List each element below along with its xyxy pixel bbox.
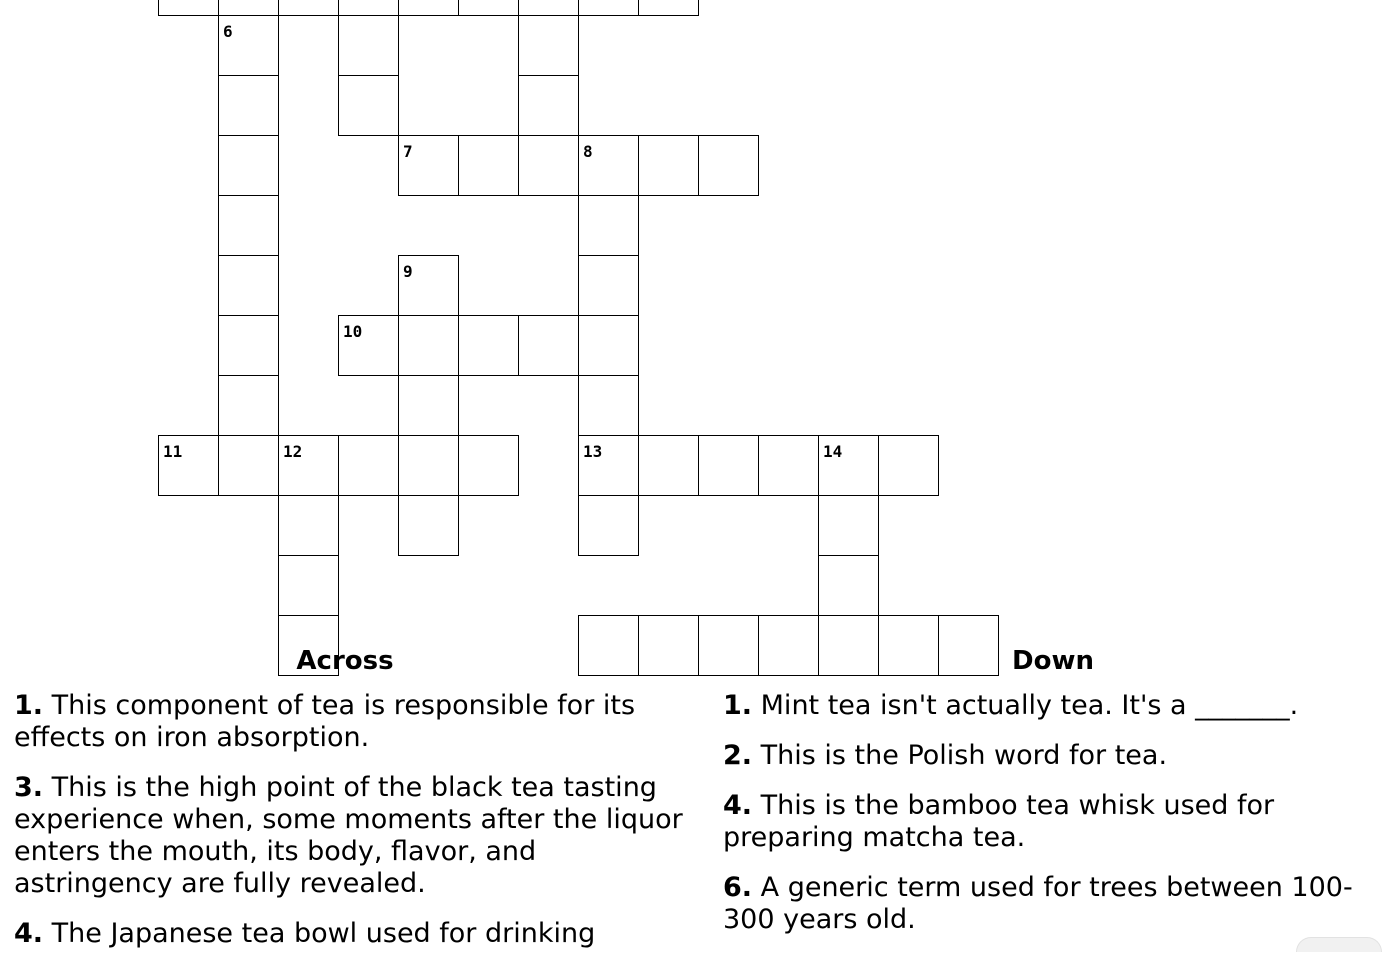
grid-cell[interactable] (458, 315, 519, 376)
across-clue (14, 690, 686, 754)
cell-number: 9 (403, 262, 413, 281)
grid-cell[interactable] (578, 315, 639, 376)
cell-number: 7 (403, 142, 413, 161)
grid-cell[interactable] (518, 135, 579, 196)
grid-cell[interactable] (218, 375, 279, 436)
down-clue (723, 690, 1382, 722)
across-clue (14, 772, 686, 900)
clue-text: Mint tea isn't actually tea. It's a _______. (760, 690, 1299, 721)
grid-cell[interactable] (578, 195, 639, 256)
grid-cell[interactable] (698, 135, 759, 196)
clue-number: 3. (14, 772, 44, 803)
across-clue (14, 918, 686, 950)
cell-number: 11 (163, 442, 183, 461)
grid-cell[interactable] (398, 0, 459, 16)
down-clue (723, 872, 1382, 936)
grid-cell[interactable] (398, 495, 459, 556)
grid-cell[interactable] (398, 375, 459, 436)
grid-cell[interactable] (218, 195, 279, 256)
grid-cell[interactable] (338, 435, 399, 496)
grid-cell[interactable] (578, 375, 639, 436)
grid-cell[interactable] (278, 0, 339, 16)
clue-text: This component of tea is responsible for its effects on iron absorption. (14, 690, 636, 753)
grid-cell[interactable] (278, 495, 339, 556)
grid-cell[interactable] (878, 435, 939, 496)
grid-cell[interactable] (158, 435, 219, 496)
grid-cell[interactable] (518, 0, 579, 16)
grid-cell[interactable] (398, 315, 459, 376)
grid-cell[interactable] (218, 435, 279, 496)
grid-cell[interactable] (578, 255, 639, 316)
clue-number: 1. (14, 690, 44, 721)
grid-cell[interactable] (398, 135, 459, 196)
grid-cell[interactable] (398, 255, 459, 316)
grid-cell[interactable] (578, 495, 639, 556)
grid-cell[interactable] (158, 0, 219, 16)
clue-text: This is the bamboo tea whisk used for preparing matcha tea. (723, 790, 1275, 853)
cell-number: 12 (283, 442, 303, 461)
clue-number: 2. (723, 740, 753, 771)
clue-number: 6. (723, 872, 753, 903)
grid-cell[interactable] (218, 0, 279, 16)
down-clue (723, 790, 1382, 854)
grid-cell[interactable] (218, 15, 279, 76)
clue-number: 4. (14, 918, 44, 949)
grid-cell[interactable] (218, 315, 279, 376)
clue-number: 1. (723, 690, 753, 721)
clue-text: This is the Polish word for tea. (760, 740, 1168, 771)
grid-cell[interactable] (218, 255, 279, 316)
grid-cell[interactable] (578, 0, 639, 16)
grid-cell[interactable] (338, 15, 399, 76)
grid-cell[interactable] (518, 315, 579, 376)
cell-number: 6 (223, 22, 233, 41)
clue-text: A generic term used for trees between 100-300 years old. (723, 872, 1353, 935)
grid-cell[interactable] (518, 15, 579, 76)
grid-cell[interactable] (458, 0, 519, 16)
down-heading: Down (1012, 646, 1094, 676)
cell-number: 14 (823, 442, 843, 461)
grid-cell[interactable] (578, 135, 639, 196)
grid-cell[interactable] (278, 435, 339, 496)
grid-cell[interactable] (818, 555, 879, 616)
down-clue-list (723, 690, 1382, 954)
grid-cell[interactable] (398, 435, 459, 496)
grid-cell[interactable] (758, 435, 819, 496)
grid-cell[interactable] (818, 435, 879, 496)
grid-cell[interactable] (218, 135, 279, 196)
clue-text: The Japanese tea bowl used for drinking (51, 918, 596, 949)
grid-cell[interactable] (518, 75, 579, 136)
across-clue-list (14, 690, 686, 968)
grid-cell[interactable] (818, 495, 879, 556)
grid-cell[interactable] (338, 315, 399, 376)
grid-cell[interactable] (698, 435, 759, 496)
grid-cell[interactable] (458, 435, 519, 496)
grid-cell[interactable] (338, 75, 399, 136)
clue-text: This is the high point of the black tea tasting experience when, some moments after the liquor enters the mouth, its body, flavor, and astringency are fully revealed. (14, 772, 683, 899)
grid-cell[interactable] (638, 0, 699, 16)
grid-cell[interactable] (458, 135, 519, 196)
down-clue (723, 740, 1382, 772)
grid-cell[interactable] (638, 435, 699, 496)
cell-number: 13 (583, 442, 603, 461)
grid-cell[interactable] (338, 0, 399, 16)
cell-number: 8 (583, 142, 593, 161)
cell-number: 10 (343, 322, 363, 341)
grid-cell[interactable] (278, 555, 339, 616)
grid-cell[interactable] (578, 435, 639, 496)
across-heading: Across (296, 646, 394, 676)
grid-cell[interactable] (638, 135, 699, 196)
grid-cell[interactable] (218, 75, 279, 136)
clue-number: 4. (723, 790, 753, 821)
